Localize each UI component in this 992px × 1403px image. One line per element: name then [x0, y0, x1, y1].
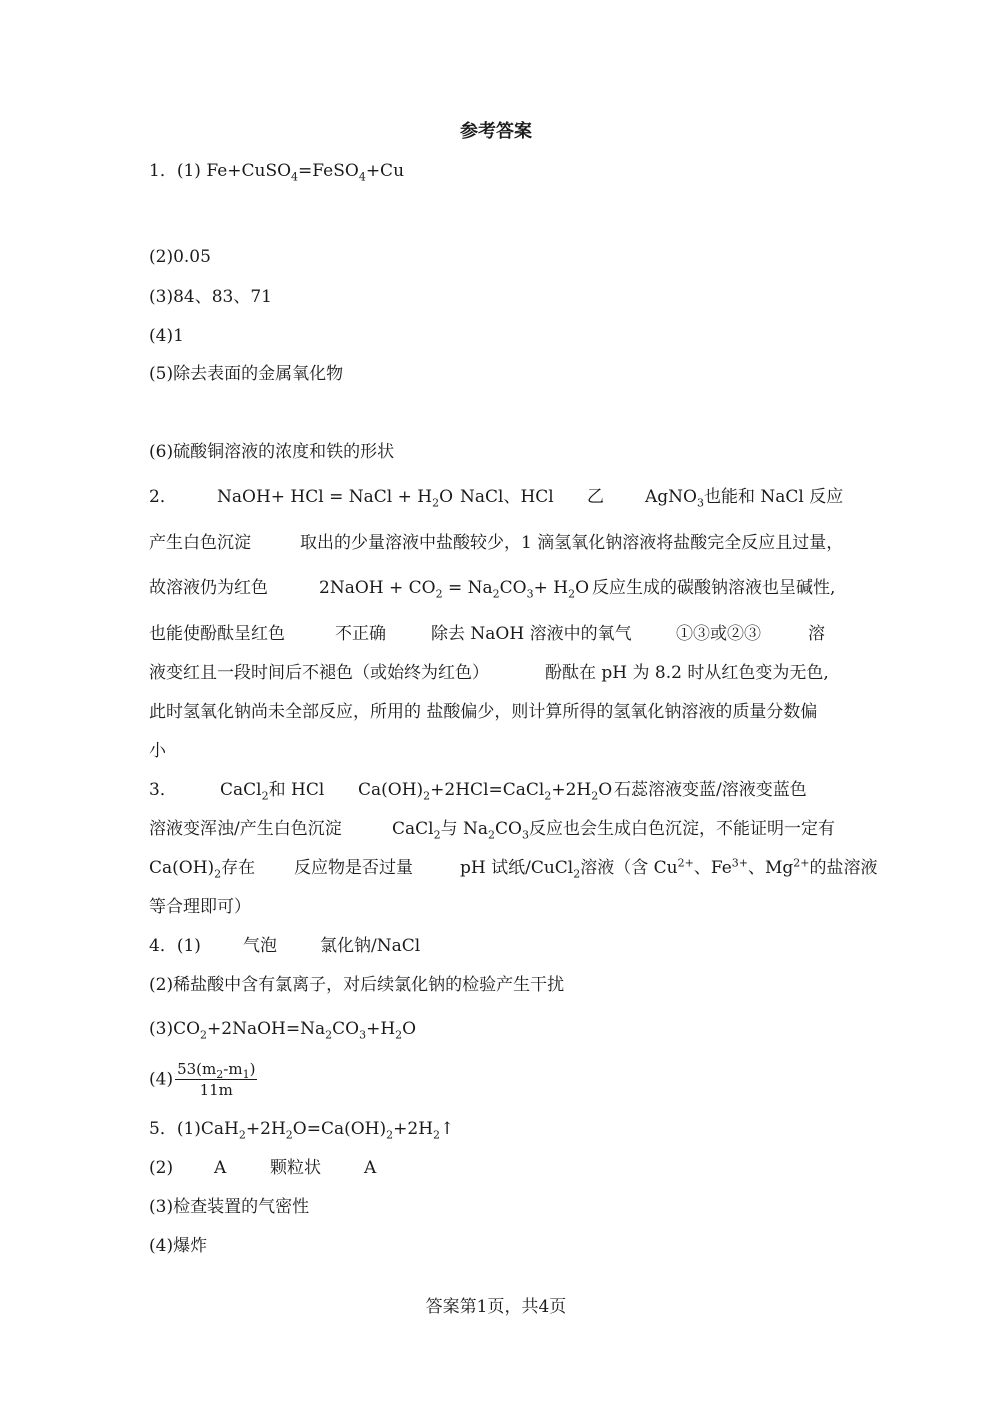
q1-equation: Fe+CuSO$_4$=FeSO$_4$+Cu	[206, 161, 405, 184]
q5-part4: (4)爆炸	[149, 1236, 208, 1256]
q2-answer-2: NaCl、HCl	[460, 487, 554, 507]
q2-line2: 产生白色沉淀 取出的少量溶液中盐酸较少，1 滴氢氧化钠溶液将盐酸完全反应且过量，	[149, 533, 844, 553]
q1-number: 1．	[149, 161, 177, 181]
q3-line3: $Ca(OH)_2$存在 反应物是否过量 pH 试纸/CuCl$_2$溶液（含 $Cu^{2+}$、$Fe^{3+}$、$Mg^{2+}$的盐溶液	[149, 856, 878, 881]
q5-part2: (2) A 颗粒状 A	[149, 1158, 377, 1178]
q4-fraction: $\frac{53(m_2-m_1)}{11m}$	[177, 1060, 256, 1099]
q2-line7: 小	[149, 741, 166, 761]
q2-answer-3: 乙	[587, 487, 604, 507]
q2-number: 2．	[149, 487, 177, 507]
q1-part3: (3)84、83、71	[149, 287, 272, 307]
page-title: 参考答案	[460, 121, 532, 142]
q2-answer-4: AgNO$_3$也能和 NaCl 反应	[645, 487, 844, 510]
q3-line4: 等合理即可）	[149, 897, 251, 917]
q2-line3: 故溶液仍为红色 2NaOH + $CO_2 = Na_2CO_3+ H_2O$ 反应生成的碳酸钠溶液也呈碱性,	[149, 578, 836, 601]
q3-line1: 3． CaCl$_2$和 HCl $Ca(OH)_2+2HCl=CaCl_2+2H_2O$ 石蕊溶液变蓝/溶液变蓝色	[149, 780, 807, 803]
q2-equation-2: 2NaOH + $CO_2 = Na_2CO_3+ H_2O$	[319, 578, 590, 601]
q2-line5: 液变红且一段时间后不褪色（或始终为红色） 酚酞在 pH 为 8.2 时从红色变为无色,	[149, 663, 829, 683]
q1-part4: (4)1	[149, 326, 184, 346]
q4-part1: 4．(1) 气泡 氯化钠/NaCl	[149, 936, 421, 956]
q5-part3: (3)检查装置的气密性	[149, 1197, 310, 1217]
q5-number: 5．	[149, 1119, 177, 1139]
q3-equation: $Ca(OH)_2+2HCl=CaCl_2+2H_2O$	[358, 780, 613, 803]
q1-part6: (6)硫酸铜溶液的浓度和铁的形状	[149, 442, 395, 462]
q4-number: 4．	[149, 936, 177, 956]
q2-line1	[149, 486, 844, 510]
q4-part4: (4) $\frac{53(m_2-m_1)}{11m}$	[149, 1060, 256, 1099]
q2-line6: 此时氢氧化钠尚未全部反应，所用的 盐酸偏少，则计算所得的氢氧化钠溶液的质量分数偏	[149, 702, 818, 722]
q3-line2: 溶液变浑浊/产生白色沉淀 CaCl$_2$与 $Na_2CO_3$反应也会生成白色沉淀，不能证明一定有	[149, 819, 835, 842]
q2-equation-1: NaOH+ HCl = NaCl + $H_2O$	[217, 487, 454, 510]
page-footer: 答案第1页，共4页	[425, 1297, 567, 1317]
q1-part1-label: (1)	[176, 161, 201, 181]
q4-part2: (2)稀盐酸中含有氯离子，对后续氯化钠的检验产生干扰	[149, 975, 565, 995]
q3-number: 3．	[149, 780, 177, 800]
q2-line4: 也能使酚酞呈红色 不正确 除去 NaOH 溶液中的氧气 ①③或②③ 溶	[149, 624, 825, 644]
q5-part1: 5．$(1)CaH_2+2H_2O=Ca(OH)_2+2H_2↑$	[149, 1119, 455, 1142]
q1-part2: (2)0.05	[149, 247, 211, 267]
q1-part1	[149, 160, 404, 182]
q1-part5: (5)除去表面的金属氧化物	[149, 364, 344, 384]
q4-part3: $(3)CO_2+2NaOH=Na_2CO_3+H_2O$	[149, 1019, 417, 1042]
